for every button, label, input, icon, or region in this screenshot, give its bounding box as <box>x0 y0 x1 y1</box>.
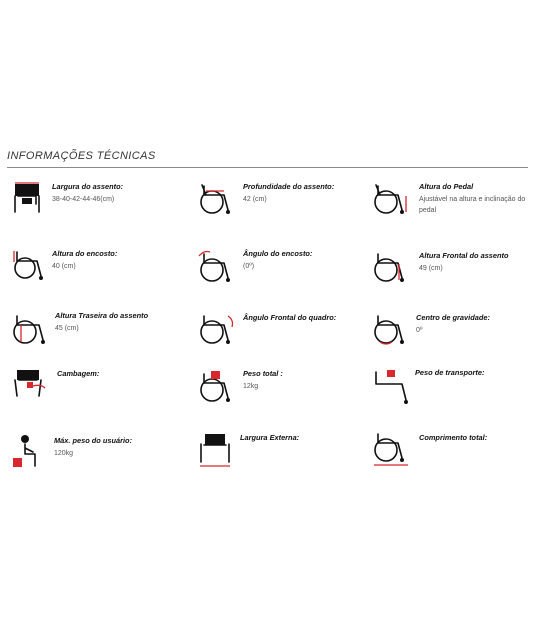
total-weight-icon <box>198 368 236 404</box>
spec-label: Altura do encosto: <box>52 249 118 258</box>
spec-value: 42 (cm) <box>243 196 267 203</box>
section-title: INFORMAÇÕES TÉCNICAS <box>7 150 156 162</box>
spec-value: 49 (cm) <box>419 265 443 272</box>
center-of-gravity-icon <box>372 312 410 346</box>
spec-label: Altura Frontal do assento <box>419 251 509 260</box>
spec-value: 38-40-42-44-46(cm) <box>52 196 115 203</box>
spec-label: Comprimento total: <box>419 433 488 442</box>
pedal-height-icon <box>372 182 412 216</box>
title-divider <box>7 167 528 168</box>
spec-label: Peso de transporte: <box>415 368 485 377</box>
seat-depth-icon <box>198 182 236 216</box>
spec-label: Máx. peso do usuário: <box>54 436 133 445</box>
spec-label: Profundidade do assento: <box>243 182 335 191</box>
spec-label: Altura do Pedal <box>419 182 474 191</box>
spec-value: (0º) <box>243 263 255 270</box>
spec-label: Peso total : <box>243 369 283 378</box>
camber-icon <box>11 368 47 400</box>
seat-width-icon <box>11 182 43 216</box>
backrest-height-icon <box>11 248 47 282</box>
spec-value: 40 (cm) <box>52 263 76 270</box>
external-width-icon <box>198 432 232 468</box>
transport-weight-icon <box>372 368 412 406</box>
spec-label: Centro de gravidade: <box>416 313 490 322</box>
total-length-icon <box>372 432 412 468</box>
max-user-weight-icon <box>11 434 45 470</box>
spec-label: Altura Traseira do assento <box>55 311 149 320</box>
spec-value: 12kg <box>243 383 259 390</box>
spec-value: 0º <box>416 327 423 334</box>
spec-value: 45 (cm) <box>55 325 79 332</box>
front-seat-height-icon <box>372 250 410 284</box>
spec-label: Largura Externa: <box>240 433 300 442</box>
spec-label: Ângulo Frontal do quadro: <box>243 313 337 322</box>
spec-label: Cambagem: <box>57 369 100 378</box>
spec-value: Ajustável na altura e inclinação do pedal <box>419 196 526 214</box>
spec-label: Ângulo do encosto: <box>243 249 313 258</box>
frame-front-angle-icon <box>198 310 236 346</box>
spec-label: Largura do assento: <box>52 182 124 191</box>
rear-seat-height-icon <box>11 312 49 346</box>
backrest-angle-icon <box>198 248 236 284</box>
spec-value: 120kg <box>54 450 74 457</box>
